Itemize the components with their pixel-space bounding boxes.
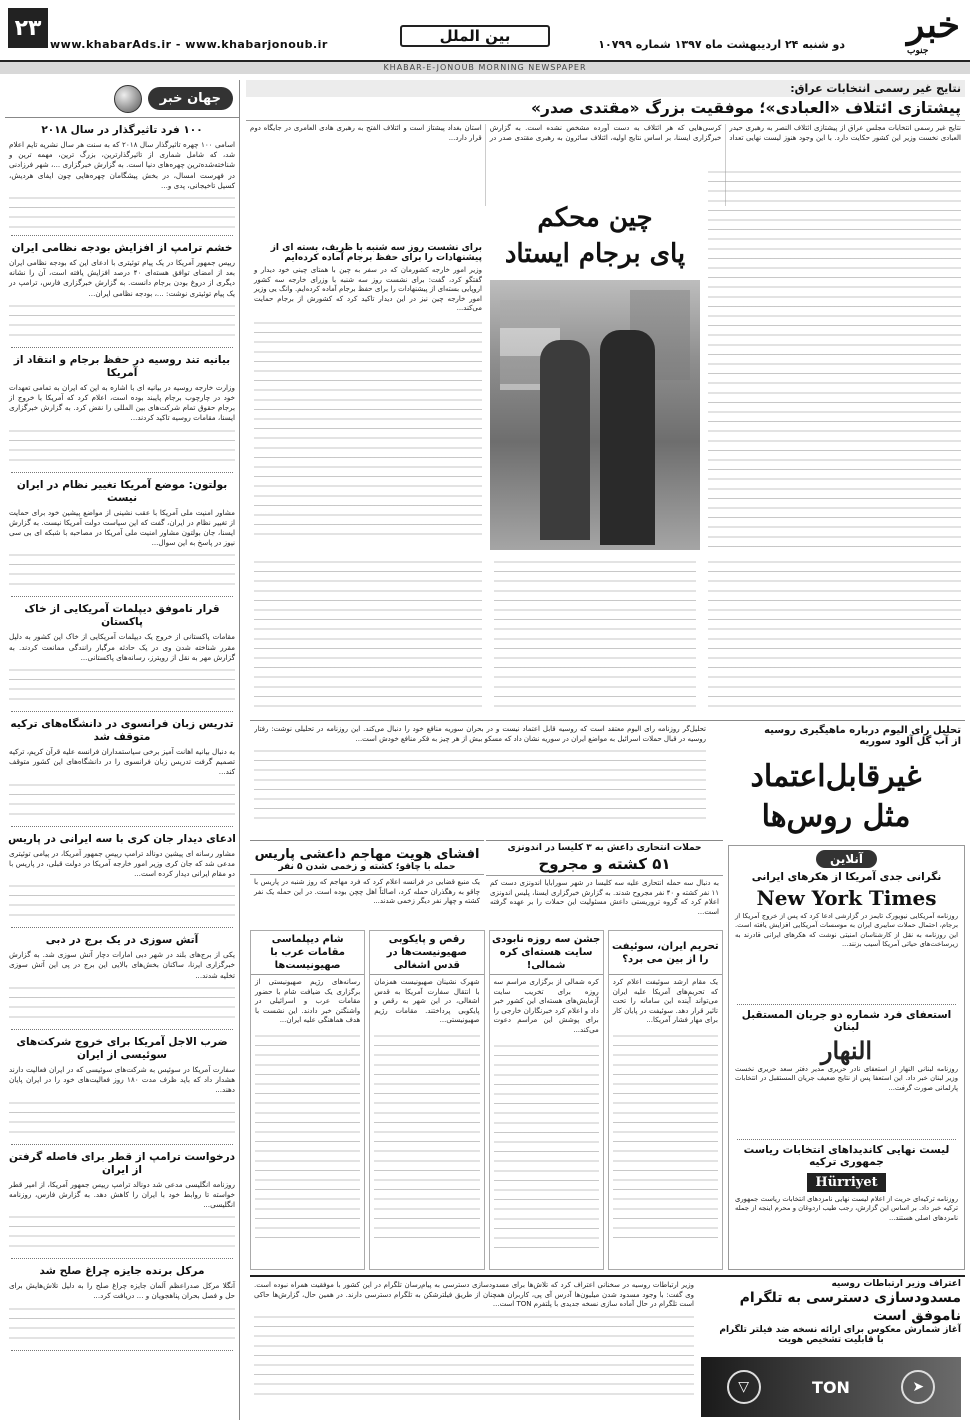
brief-body: رییس جمهور آمریکا در یک پیام توئیتری با ادعای این که بودجه نظامی ایران بعد از امضای توافق هسته‌ای ۴۰ درصد افزایش یافته است، آن را نشانه دیگری از دروغ بودن برجام دانست. به گزارش خبرگزاری فارس، ترامپ در یک پیام توئیتری نوشت: ...، بودجه نظامی ایران...	[9, 258, 235, 298]
divider	[737, 1004, 956, 1005]
china-caption: برای نشست روز سه شنبه با ظریف، بسته ای از پیشنهادات را برای حفظ برجام آماده کرده‌ایم	[270, 243, 482, 263]
brief-title: خشم ترامپ از افزایش بودجه نظامی ایران	[11, 242, 233, 255]
iraq-lead: نتایج غیر رسمی انتخابات مجلس عراق از پیشتازی ائتلاف النصر به رهبری حیدر العبادی نخست وزیر این کشور حکایت دارد. با این وجود هنوز لیست نهایی تعداد کرسی‌هایی که هر ائتلاف به دست آورده مشخص نشده است. به گزارش خبرگزاری ایسنا، بر اساس نتایج اولیه، ائتلاف سائرون به رهبری مقتدی صدر در استان بغداد پیشتاز است و ائتلاف الفتح به رهبری هادی العامری در جایگاه دوم قرار دارد...	[250, 124, 961, 142]
telegram-body-text: وزیر ارتباطات روسیه در سخنانی اعتراف کرد که تلاش‌ها برای مسدودسازی دسترسی به پیام‌رسان تلگرام در این کشور با موفقیت همراه نبوده است. وی گفت: با وجود مسدود شدن میلیون‌ها آدرس آی پی، کاربران همچنان از طریق فیلترشکن به تلگرام دسترسی دارند. در همین حال، گزارش‌ها حاکی است تلگرام در حال آماده سازی نسخه جدیدی با پلتفرم TON است...	[254, 1281, 694, 1309]
telegram-plane-icon: ➤	[901, 1370, 935, 1404]
small-column-body: یک مقام ارشد سوئیفت اعلام کرد که تحریم‌های آمریکا علیه ایران می‌تواند آینده این سامانه را تحت تاثیر قرار دهد. سوئیفت در پایان کار برای مهار فشار آمریکا...	[612, 978, 718, 1025]
small-column-title: تحریم ایران، سوئیفت را از بین می برد؟	[609, 931, 722, 975]
china-body-lower3	[704, 555, 965, 715]
small-column-title: رقص و پایکوبی صهیونیست‌ها در قدس اشغالی	[370, 931, 483, 975]
indonesia-headline: ۵۱ کشته و مجروح	[486, 855, 723, 876]
brief-body: به دنبال بیانیه اهانت آمیز برخی سیاستمداران فرانسه علیه قرآن کریم، ترکیه تصمیم گرفت تدریس زبان فرانسوی را در دانشگاه‌های این کشور متوقف کند...	[9, 747, 235, 777]
divider	[11, 711, 233, 712]
russia-analysis	[250, 720, 965, 840]
telegram-body	[254, 1281, 694, 1417]
brief-title: مرکل برنده جایزه چراغ صلح شد	[39, 1265, 205, 1278]
russia-kicker-2: از آب گل آلود سوریه	[859, 736, 961, 747]
china-body-continued	[254, 316, 482, 536]
small-column-continued	[255, 1029, 360, 1239]
divider	[11, 927, 233, 928]
ton-diamond-icon: ▽	[727, 1370, 761, 1404]
china-body-lower-text	[494, 555, 696, 715]
jahan-khabar-badge: جهان خبر	[148, 87, 233, 110]
china-body-lower2-text	[254, 555, 482, 715]
small-column	[369, 930, 484, 1270]
brief-title: بیانیه تند روسیه در حفظ برجام و انتقاد از آمریکا	[13, 353, 231, 379]
china-title: چین محکم پای برجام ایستاد	[504, 203, 686, 269]
brief-body: مشاور رسانه ای پیشین دونالد ترامپ رییس جمهور آمریکا، در پیامی توئیتری مدعی شد که جان کری وزیر امور خارجه آمریکا در دولت قبلی، در پاریس با دو مقام ایرانی دیدار کرده است...	[9, 848, 235, 879]
logo-text: خبر	[907, 4, 960, 46]
paris-sub: حمله با چاقو؛ کشته و زخمی شدن ۵ نفر	[250, 862, 484, 875]
russia-body-continued	[254, 744, 706, 824]
russia-kicker-box	[711, 725, 961, 747]
divider	[11, 1144, 233, 1145]
brief-title: ادعای دیدار جان کری با سه ایرانی در پاریس	[8, 832, 236, 845]
brief-body-continued	[9, 663, 235, 707]
telegram-kicker: اعتراف وزیر ارتباطات روسیه	[831, 1279, 961, 1289]
brief-body-continued	[9, 1096, 235, 1140]
small-column-body: شهرک نشینان صهیونیست همزمان با انتقال سفارت آمریکا به قدس اشغالی، در این شهر به رقص و پایکوبی پرداختند. مقامات رژیم صهیونیستی...	[374, 978, 480, 1025]
iraq-kicker: نتایج غیر رسمی انتخابات عراق:	[246, 80, 965, 97]
small-column-continued	[613, 1029, 718, 1239]
russia-big-title: غیرقابل‌اعتماد مثل روس‌ها	[750, 759, 922, 834]
russia-body-text: تحلیل‌گر روزنامه رای الیوم معتقد است که روسیه قابل اعتماد نیست و در بحران سوریه منافع خود را دنبال می‌کند. این روزنامه در تحلیلی نوشت: رفتار روسیه در قبال حملات اسرائیل به مواضع ایران در سوریه نشان داد که مسکو بیش از هر چیز به فکر منافع خودش است...	[254, 725, 706, 743]
brief-title: ۱۰۰ فرد تاثیرگذار در سال ۲۰۱۸	[41, 124, 203, 136]
telegram-head-box	[701, 1279, 961, 1345]
brief-body: اسامی ۱۰۰ چهره تاثیرگذار سال ۲۰۱۸ که به سنت هر سال نشریه تایم اعلام شد، که شامل شماری از تاثیرگذارترین، بزرگ ترین، مهمه ترین و شناخته‌شده‌ترین چهره‌های دنیا است. به گزارش خبرگزاری ...، شهر فرزادنی در فهرست امسال، در بخش پیشگامان چهره‌هایی چون ایفای هردیش، کسیل تاخیجانی، پدی و...	[9, 140, 235, 190]
online-badge: آنلاین	[816, 850, 877, 868]
brief-body: مشاور امنیت ملی آمریکا با عقب نشینی از مواضع پیشین خود برای حمایت از تغییر نظام در ایران، گفت که این سیاست دولت آمریکا نیست. به گزارش ایسنا، جان بولتون مشاور امنیت ملی آمریکا در مصاحبه با شبکه ای بی سی نیوز در پاسخ به این سوال...	[9, 507, 235, 548]
iraq-headline: پیشتازی ائتلاف «العبادی»؛ موفقیت بزرگ «مقتدی صدر»	[246, 97, 965, 121]
telegram-sub2: با قابلیت تشخیص هویت	[778, 1335, 884, 1345]
brief-body-continued	[9, 1210, 235, 1254]
china-body: وزیر امور خارجه کشورمان که در سفر به چین با همتای چینی خود دیدار و گفتگو کرد، گفت: برای نشست روز سه شنبه با وزرای خارجه سه کشور اروپایی بسته‌ای از پیشنهادات را برای حفظ برجام آماده کرده‌ایم. وانگ یی وزیر امور خارجه چین نیز در این دیدار تاکید کرد که کشورش از برجام حمایت می‌کند...	[254, 266, 482, 313]
hurriyet-logo-wrap	[731, 1171, 962, 1192]
dateline: دو شنبه ۲۴ اردیبهشت ماه ۱۳۹۷ شماره ۱۰۷۹۹	[598, 38, 845, 51]
russia-body	[254, 725, 706, 835]
globe-icon	[114, 85, 142, 113]
brief-title: درخواست ترامپ از قطر برای فاصله گرفتن از ایران	[8, 1150, 236, 1176]
figure-shape	[540, 340, 590, 540]
nahar-logo: النهار	[820, 1036, 873, 1065]
telegram-article	[250, 1275, 965, 1420]
brief-title: آتش سوزی در یک برج در دبی	[45, 934, 199, 947]
divider	[11, 1350, 233, 1351]
iraq-continuation-text	[708, 165, 961, 549]
small-column	[250, 930, 365, 1270]
brief-body: وزارت خارجه روسیه در بیانیه ای با اشاره به این که ایران به تمامی تعهدات خود در چارچوب برجام پایبند بوده است، اعلام کرد که آمریکا با خروج از برجام حقوق تمام شرکت‌های بین المللی را نقض کرد. به گزارش خبرگزاری ایسنا، مقامات روسیه تاکید کردند...	[9, 382, 235, 423]
nyt-headline: نگرانی جدی آمریکا از هکرهای ایرانی	[751, 871, 942, 883]
newspaper-logo	[907, 4, 960, 56]
divider	[11, 596, 233, 597]
china-photo-area	[490, 200, 700, 550]
brief-body: یکی از برج‌های بلند در شهر دبی امارات دچار آتش سوزی شد. به گزارش خبرگزاری ایرنا، ساکنان بخش‌های بالایی این برج در پی این آتش سوزی تخلیه شدند...	[9, 950, 235, 980]
small-column	[608, 930, 723, 1270]
china-body-lower3-text	[708, 555, 961, 715]
page-number: ۲۳	[8, 8, 48, 48]
nahar-body: روزنامه لبنانی النهار از استعفای نادر حریری مدیر دفتر سعد حریری نخست وزیر لبنان خبر داد. این استعفا پس از نتایج ضعیف جریان المستقبل در انتخابات پارلمانی صورت گرفت...	[735, 1065, 958, 1092]
nyt-body: روزنامه آمریکایی نیویورک تایمز در گزارشی ادعا کرد که پس از خروج آمریکا از برجام، احتمال حملات سایبری ایران به موسسات آمریکایی افزایش یافته است. این روزنامه به نقل از کارشناسان امنیتی نوشت که هکرهای ایرانی قادرند به زیرساخت‌های حیاتی آمریکا آسیب بزنند...	[735, 912, 958, 949]
divider	[11, 347, 233, 348]
indonesia-kicker: حملات انتحاری داعش به ۳ کلیسا در اندونزی	[507, 843, 702, 853]
logo-subtitle: جنوب	[907, 46, 929, 56]
hurriyet-headline: لیست نهایی کاندیداهای انتخابات ریاست جمهوری ترکیه	[743, 1144, 950, 1168]
brief-title: تدریس زبان فرانسوی در دانشگاه‌های ترکیه متوقف شد	[10, 718, 234, 744]
iraq-continuation	[704, 165, 965, 549]
russia-kicker-1: تحلیل رای الیوم درباره ماهیگیری روسیه	[764, 725, 961, 736]
website-urls: www.khabarAds.ir - www.khabarjonoub.ir	[50, 38, 328, 51]
china-article	[250, 240, 486, 550]
ton-banner	[701, 1357, 961, 1417]
online-header	[731, 850, 962, 868]
brief-body-continued	[9, 548, 235, 592]
china-body-lower2	[250, 555, 486, 715]
brief-body-continued	[9, 879, 235, 923]
nyt-logo: New York Times	[756, 886, 937, 910]
paris-headline: افشای هویت مهاجم داعشی پاریس	[254, 847, 480, 862]
brief-body-continued	[9, 981, 235, 1025]
small-column	[489, 930, 604, 1270]
divider	[11, 1029, 233, 1030]
divider	[737, 1139, 956, 1140]
divider	[11, 472, 233, 473]
small-column-continued	[374, 1029, 479, 1239]
section-title: بین الملل	[400, 25, 550, 47]
brief-title: بولتون: موضع آمریکا تغییر نظام در ایران نیست	[16, 478, 228, 504]
small-column-title: جشن سه روزه نابودی سایت هسته‌ای کره شمالی!	[490, 931, 603, 975]
briefs-list	[5, 124, 239, 1351]
brief-body: مقامات پاکستانی از خروج یک دیپلمات آمریکایی از خاک این کشور به دلیل مقرر شناخته شدن وی در یک حادثه مرگبار رانندگی ممانعت کردند. به گزارش مهر به نقل از رویترز، رسانه‌های پاکستانی...	[9, 632, 235, 662]
brief-body: آنگلا مرکل صدراعظم آلمان جایزه چراغ صلح را به دلیل تلاش‌هایش برای حل و فصل بحران پناهجویان و ... دریافت کرد...	[9, 1281, 235, 1301]
nahar-headline: استعفای فرد شماره دو جریان المستقبل لبنان	[741, 1009, 952, 1033]
masthead-band: KHABAR-E-JONOUB MORNING NEWSPAPER	[0, 62, 970, 74]
small-column-body: کره شمالی از برگزاری مراسم سه روزه برای تخریب سایت آزمایش‌های هسته‌ای این کشور خبر داد و اعلام کرد خبرنگاران خارجی را برای پوشش این مراسم دعوت می‌کند...	[493, 978, 599, 1034]
small-column-title: شام دیپلماسی مقامات عرب با صهیونیست‌ها	[251, 931, 364, 975]
telegram-headline: مسدودسازی دسترسی به تلگرام ناموفق است	[739, 1290, 961, 1324]
telegram-sub: آغاز شمارش معکوس برای ارائه نسخه ضد فیلتر تلگرام	[719, 1325, 961, 1335]
china-photo	[490, 280, 700, 550]
masthead	[0, 0, 970, 62]
jahan-khabar-header	[5, 80, 239, 118]
small-column-continued	[494, 1039, 599, 1249]
brief-body-continued	[9, 191, 235, 231]
telegram-body-continued	[254, 1310, 694, 1400]
divider	[11, 1258, 233, 1259]
brief-body-continued	[9, 1302, 235, 1346]
brief-body-continued	[9, 778, 235, 822]
ton-label: TON	[812, 1377, 850, 1397]
divider	[11, 826, 233, 827]
china-body-lower	[490, 555, 700, 715]
figure-shape	[600, 330, 655, 545]
hurriyet-body: روزنامه ترکیه‌ای حریت از اعلام لیست نهایی نامزدهای انتخابات ریاست جمهوری ترکیه خبر داد. بر اساس این گزارش، رجب طیب اردوغان و محرم اینجه از جمله نامزدهای اصلی هستند...	[735, 1195, 958, 1222]
indonesia-body: به دنبال سه حمله انتحاری علیه سه کلیسا در شهر سورابایا اندونزی دست کم ۱۱ نفر کشته و ۴۰ نفر مجروح شدند. به گزارش خبرگزاری ایسنا، پلیس اندونزی اعلام کرد که گروه تروریستی داعش مسئولیت این حملات را بر عهده گرفته است...	[490, 879, 719, 916]
brief-body: روزنامه انگلیسی مدعی شد دونالد ترامپ رییس جمهور آمریکا، از امیر قطر خواسته تا روابط خود با ایران را کاهش دهد. به گزارش فارس، روزنامه انگلیسی...	[9, 1179, 235, 1209]
brief-body: سفارت آمریکا در سوئیس به شرکت‌های سوئیسی که در ایران فعالیت دارند هشدار داد که باید ظرف مدت ۱۸۰ روز فعالیت‌های خود را در ایران پایان دهند...	[9, 1064, 235, 1095]
brief-title: ضرب الاجل آمریکا برای خروج شرکت‌های سوئیسی از ایران	[16, 1035, 228, 1061]
brief-body-continued	[9, 424, 235, 468]
divider	[11, 235, 233, 236]
hurriyet-logo: Hürriyet	[807, 1173, 885, 1192]
brief-title: قرار ناموفق دیپلمات آمریکایی از خاک پاکستان	[24, 603, 220, 629]
small-column-body: رسانه‌های رژیم صهیونیستی از برگزاری یک ضیافت شام با حضور مقامات عرب و اسرائیلی در واشنگتن خبر دادند. این نشست با هدف هماهنگی علیه ایران...	[255, 978, 361, 1025]
paris-body: یک منبع قضایی در فرانسه اعلام کرد که فرد مهاجم که روز شنبه در پاریس با چاقو به رهگذران حمله کرد، اصالتاً اهل چچن بوده است. در این حمله یک نفر کشته و چهار نفر دیگر زخمی شدند...	[254, 878, 480, 906]
brief-body-continued	[9, 299, 235, 343]
online-section	[728, 845, 965, 1270]
small-columns	[250, 930, 723, 1270]
news-briefs-column	[5, 80, 240, 1420]
